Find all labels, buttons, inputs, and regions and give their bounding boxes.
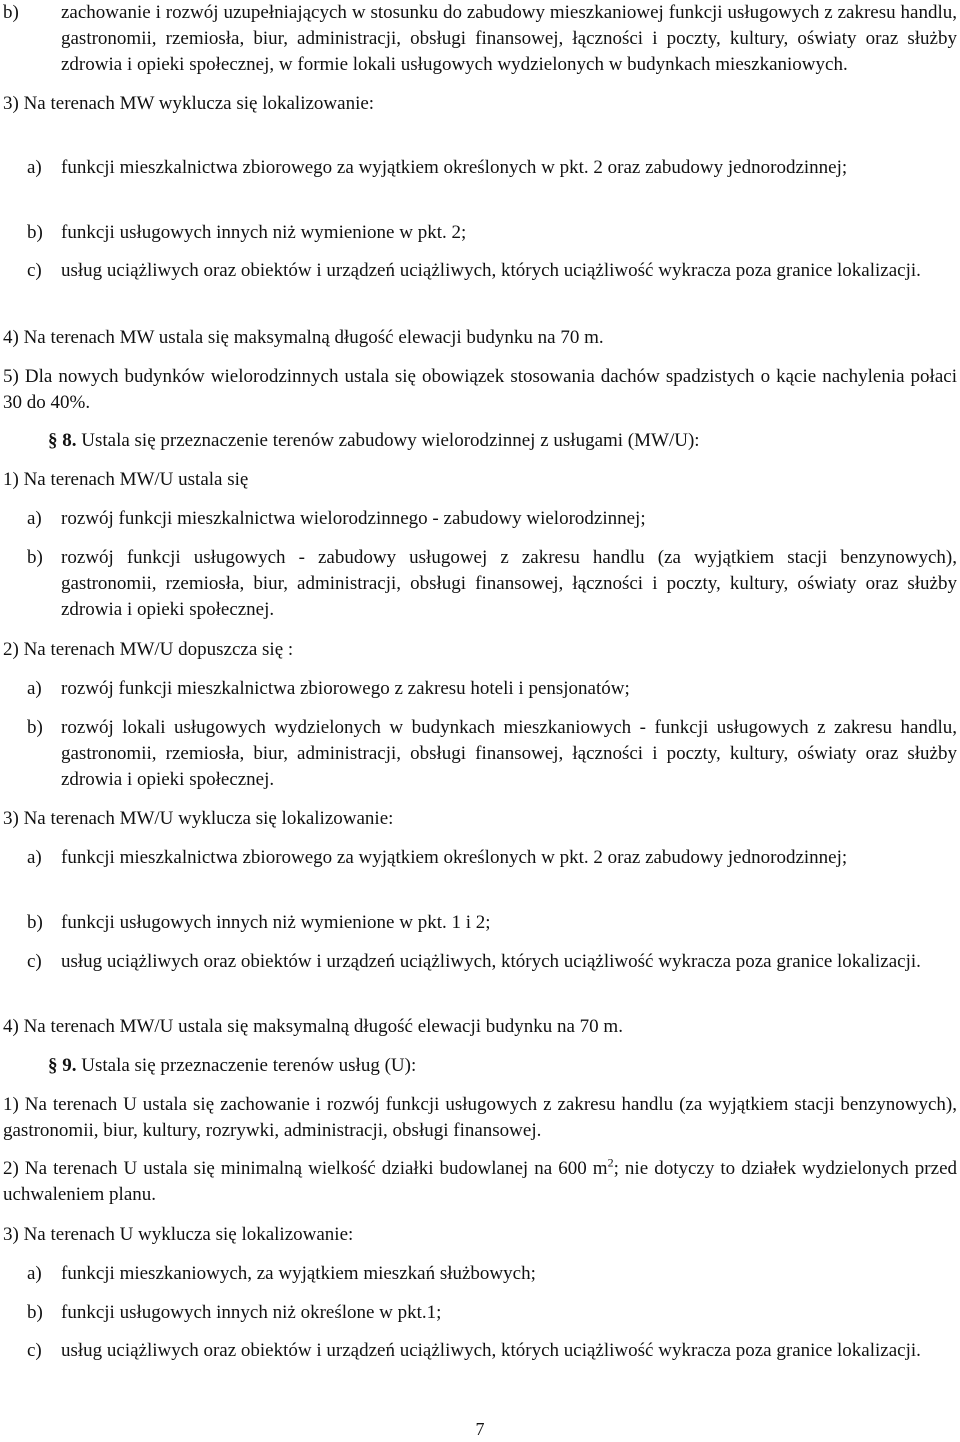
item-text: rozwój lokali usługowych wydzielonych w budynkach mieszkaniowych - funkcji usługowych z zakresu handlu, gastronomii, rzemiosła, biur, administracji, obsługi finansowej, łączności i poczty, kultury, oświaty oraz służby zdrowia i opieki społecznej. <box>61 717 957 790</box>
section-number: § 8. <box>48 430 77 451</box>
item-label: c) <box>27 951 42 972</box>
sec8-p2-item-a <box>27 676 957 702</box>
sec7-p3-item-a <box>27 155 957 181</box>
sec8-paragraph-3: 3) Na terenach MW/U wyklucza się lokalizowanie: <box>3 808 394 829</box>
sec7-p3-item-c <box>27 258 957 284</box>
paragraph-text-before: 2) Na terenach U ustala się minimalną wielkość działki budowlanej na 600 m <box>3 1158 608 1179</box>
item-label: a) <box>27 508 42 529</box>
sec7-item-b <box>3 0 957 78</box>
item-text: funkcji mieszkalnictwa zbiorowego za wyjątkiem określonych w pkt. 2 oraz zabudowy jednorodzinnej; <box>61 847 848 868</box>
sec9-paragraph-2 <box>3 1156 957 1208</box>
item-label: a) <box>27 1263 42 1284</box>
item-label: c) <box>27 1340 42 1361</box>
sec8-paragraph-2: 2) Na terenach MW/U dopuszcza się : <box>3 639 294 660</box>
sec9-p3-item-a <box>27 1261 957 1287</box>
section-heading-text: Ustala się przeznaczenie terenów zabudowy wielorodzinnej z usługami (MW/U): <box>81 430 700 451</box>
item-text: funkcji usługowych innych niż wymienione w pkt. 2; <box>61 222 467 243</box>
item-text: funkcji mieszkaniowych, za wyjątkiem mieszkań służbowych; <box>61 1263 536 1284</box>
section-number: § 9. <box>48 1055 77 1076</box>
item-label: a) <box>27 678 42 699</box>
sec7-p3-item-b <box>27 220 957 246</box>
sec7-paragraph-4: 4) Na terenach MW ustala się maksymalną długość elewacji budynku na 70 m. <box>3 327 604 348</box>
page-number: 7 <box>475 1419 485 1439</box>
sec8-p3-item-c <box>27 949 957 975</box>
item-text: usług uciążliwych oraz obiektów i urządzeń uciążliwych, których uciążliwość wykracza poza granice lokalizacji. <box>61 951 921 972</box>
sec8-heading <box>48 428 957 454</box>
item-text: rozwój funkcji mieszkalnictwa zbiorowego z zakresu hoteli i pensjonatów; <box>61 678 630 699</box>
sec7-paragraph-3: 3) Na terenach MW wyklucza się lokalizowanie: <box>3 93 375 114</box>
item-text: funkcji mieszkalnictwa zbiorowego za wyjątkiem określonych w pkt. 2 oraz zabudowy jednorodzinnej; <box>61 157 848 178</box>
item-text: zachowanie i rozwój uzupełniających w stosunku do zabudowy mieszkaniowej funkcji usługowych z zakresu handlu, gastronomii, rzemiosła, biur, administracji, obsługi finansowej, łączności i poczty, kultury, oświaty oraz służby zdrowia i opieki społecznej, w formie lokali usługowych wydzielonych w budynkach mieszkaniowych. <box>61 2 957 75</box>
item-label: b) <box>27 1302 43 1323</box>
item-label: b) <box>27 222 43 243</box>
item-label: b) <box>3 2 19 23</box>
sec9-paragraph-3: 3) Na terenach U wyklucza się lokalizowanie: <box>3 1224 354 1245</box>
item-text: usług uciążliwych oraz obiektów i urządzeń uciążliwych, których uciążliwość wykracza poza granice lokalizacji. <box>61 1340 921 1361</box>
item-text: funkcji usługowych innych niż wymienione w pkt. 1 i 2; <box>61 912 491 933</box>
sec8-paragraph-4: 4) Na terenach MW/U ustala się maksymalną długość elewacji budynku na 70 m. <box>3 1016 623 1037</box>
sec8-p2-item-b <box>27 715 957 793</box>
item-text: usług uciążliwych oraz obiektów i urządzeń uciążliwych, których uciążliwość wykracza poza granice lokalizacji. <box>61 260 921 281</box>
item-label: a) <box>27 847 42 868</box>
item-label: b) <box>27 717 43 738</box>
sec7-paragraph-5: 5) Dla nowych budynków wielorodzinnych ustala się obowiązek stosowania dachów spadzistych o kącie nachylenia połaci 30 do 40%. <box>3 366 957 413</box>
item-text: funkcji usługowych innych niż określone w pkt.1; <box>61 1302 442 1323</box>
item-text: rozwój funkcji mieszkalnictwa wielorodzinnego - zabudowy wielorodzinnej; <box>61 508 646 529</box>
sec8-p3-item-a <box>27 845 957 871</box>
sec9-p3-item-c <box>27 1338 957 1364</box>
sec8-paragraph-1: 1) Na terenach MW/U ustala się <box>3 469 249 490</box>
item-label: b) <box>27 547 43 568</box>
item-label: c) <box>27 260 42 281</box>
item-label: a) <box>27 157 42 178</box>
sec8-p1-item-a <box>27 506 957 532</box>
sec9-paragraph-1: 1) Na terenach U ustala się zachowanie i rozwój funkcji usługowych z zakresu handlu (za wyjątkiem stacji benzynowych), gastronomii, biur, kultury, rozrywki, administracji, obsługi finansowej. <box>3 1094 957 1141</box>
sec9-p3-item-b <box>27 1300 957 1326</box>
sec8-p1-item-b <box>27 545 957 623</box>
item-text: rozwój funkcji usługowych - zabudowy usługowej z zakresu handlu (za wyjątkiem stacji benzynowych), gastronomii, rzemiosła, biur, administracji, obsługi finansowej, łączności i poczty, kultury, oświaty oraz służby zdrowia i opieki społecznej. <box>61 547 957 620</box>
sec9-heading <box>48 1053 957 1079</box>
item-label: b) <box>27 912 43 933</box>
superscript: 2 <box>607 1155 614 1170</box>
paragraph-text-after: ; nie dotyczy to działek wydzielonych przed uchwaleniem planu. <box>3 1158 957 1205</box>
sec8-p3-item-b <box>27 910 957 936</box>
section-heading-text: Ustala się przeznaczenie terenów usług (U): <box>81 1055 417 1076</box>
